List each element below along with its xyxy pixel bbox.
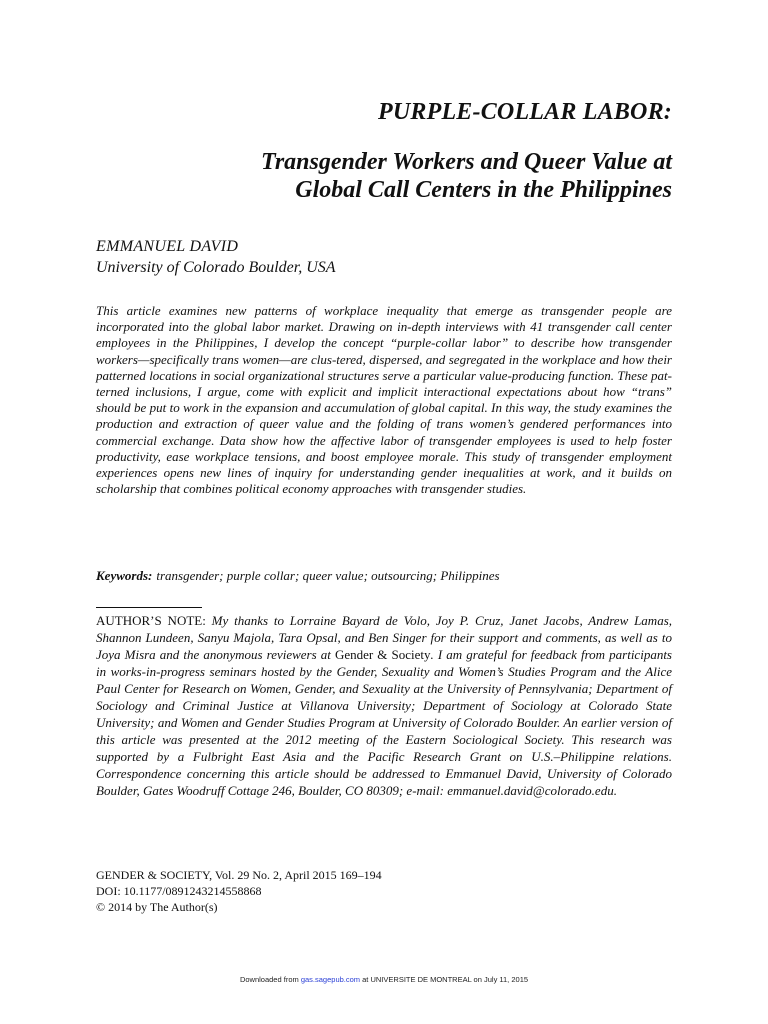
authors-note [96, 612, 672, 799]
footer-suffix: at UNIVERSITE DE MONTREAL on July 11, 2015 [362, 975, 529, 984]
author-affiliation: University of Colorado Boulder, USA [96, 259, 336, 276]
subtitle-line-1: Transgender Workers and Queer Value at [261, 149, 672, 175]
authors-note-text-2: . I am grateful for feedback from participants in works-in-progress seminars hosted by the Gender, Sexuality and Women’s Studies Program and the Alice Paul Center for Research on Women, Gender, and Sexuality at the University of Pennsylvania; Department of Sociology and Criminal Justice at Villanova University; Department of Sociology at Colorado State University; and Women and Gender Studies Program at University of Colorado Boulder. An earlier version of this article was presented at the 2012 meeting of the Eastern Sociological Society. This research was supported by a Fulbright East Asia and the Pacific Research Grant on U.S.–Philippine relations. Correspondence concerning this article should be addressed to Emmanuel David, University of Colorado Boulder, Gates Woodruff Cottage 246, Boulder, CO 80309; e-mail: emmanuel.david@colorado.edu. [96, 647, 672, 798]
keywords-text: transgender; purple collar; queer value; outsourcing; Philippines [156, 568, 500, 583]
authors-note-text-1: My thanks to Lorraine Bayard de Volo, Joy P. Cruz, Janet Jacobs, Andrew Lamas, Shannon Lundeen, Sanyu Majola, Tara Opsal, and Ben Singer for their support and comments, as well as to Joya Misra and the anonymous reviewers at [96, 613, 672, 662]
footer-prefix: Downloaded from [239, 975, 299, 984]
authors-note-label: AUTHOR’S NOTE: [96, 613, 206, 628]
footnote-divider [96, 607, 202, 608]
keywords-label: Keywords: [96, 568, 153, 583]
journal-name: Gender & Society [334, 647, 431, 662]
article-subtitle [96, 148, 672, 204]
author-name: EMMANUEL DAVID [96, 238, 239, 255]
citation-doi: DOI: 10.1177/0891243214558868 [96, 884, 262, 898]
download-footer [0, 975, 768, 984]
citation-journal-line: GENDER & SOCIETY, Vol. 29 No. 2, April 2015 169–194 [96, 868, 382, 882]
article-title: PURPLE-COLLAR LABOR: [377, 99, 672, 125]
citation-copyright: © 2014 by The Author(s) [96, 900, 218, 914]
subtitle-line-2: Global Call Centers in the Philippines [295, 177, 672, 203]
abstract: This article examines new patterns of workplace inequality that emerge as transgender people are incorporated into the global labor market. Drawing on in-depth interviews with 41 transgender call center employees in the Philippines, I develop the concept “purple-collar labor” to describe how transgender workers—specifically trans women—are clus-tered, dispersed, and segregated in the workplace and how their patterned locations in social organizational structures serve a particular value-producing function. These pat-terned inclusions, I argue, come with explicit and implicit interactional expectations about how “trans” should be put to work in the expansion and accumulation of global capital. In this way, the study examines the production and extraction of queer value and the folding of trans women’s gendered performances into commercial exchange. Data show how the affective labor of transgender employees is used to help foster productivity, ease workplace tensions, and boost employee morale. This study of transgender employment experiences opens new lines of inquiry for understanding gender inequalities at work, and it builds on scholarship that combines political economy approaches with transgender studies. [96, 303, 672, 497]
footer-link[interactable]: gas.sagepub.com [300, 975, 361, 984]
keywords [96, 568, 672, 584]
